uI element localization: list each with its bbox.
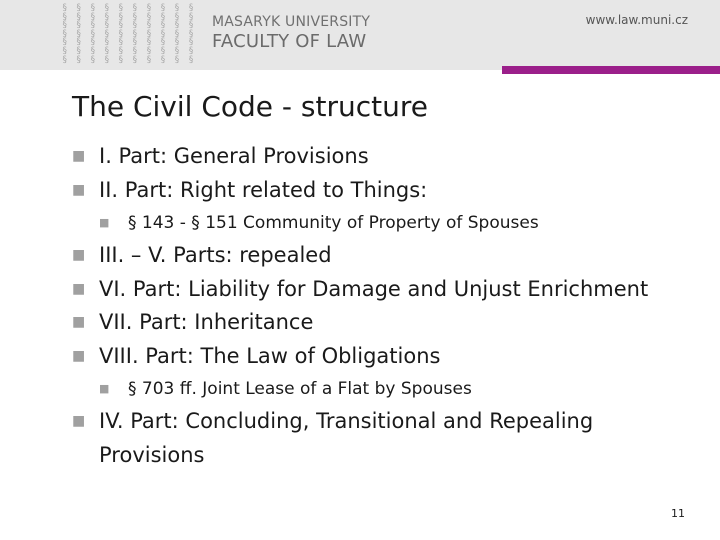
- logo-pattern-icon: § § § § § § § § § § § § § § § § § § § § § § § § § § § § § § § § § § § § § § § § § § § § § § § § § § § § § § § § § § § § § § § § § § § § § §: [62, 3, 196, 65]
- slide-title: The Civil Code - structure: [72, 90, 428, 123]
- square-bullet-icon: ■: [72, 247, 86, 263]
- square-bullet-icon: ■: [72, 314, 86, 330]
- list-subitem: [72, 207, 692, 239]
- list-item-text: VII. Part: Inheritance: [99, 310, 314, 334]
- university-name: MASARYK UNIVERSITY: [212, 14, 371, 30]
- square-bullet-icon: ■: [72, 347, 86, 364]
- list-item: [72, 140, 692, 174]
- list-item: [72, 306, 692, 340]
- list-item-text: I. Part: General Provisions: [99, 144, 369, 168]
- accent-bar: [502, 66, 720, 74]
- list-subitem-text: § 143 - § 151 Community of Property of Spouses: [128, 213, 539, 233]
- list-item-text: III. – V. Parts: repealed: [99, 243, 332, 267]
- website-url[interactable]: www.law.muni.cz: [585, 13, 688, 27]
- list-subitem: [72, 373, 692, 405]
- square-bullet-icon: ■: [72, 181, 86, 198]
- square-bullet-icon: ■: [72, 148, 86, 164]
- faculty-name: FACULTY OF LAW: [212, 31, 367, 52]
- list-item: [72, 273, 692, 307]
- list-subitem-text: § 703 ff. Joint Lease of a Flat by Spouses: [128, 379, 472, 399]
- square-bullet-icon: ■: [72, 280, 86, 297]
- list-item-text: VIII. Part: The Law of Obligations: [99, 343, 441, 368]
- list-item: [72, 174, 692, 208]
- square-bullet-icon: ■: [99, 216, 110, 229]
- list-item-text: IV. Part: Concluding, Transitional and Repealing Provisions: [99, 409, 594, 467]
- header-band: [0, 0, 720, 70]
- list-item-text: II. Part: Right related to Things:: [99, 177, 428, 202]
- list-item-text: VI. Part: Liability for Damage and Unjust Enrichment: [99, 276, 649, 301]
- page-number: 11: [671, 507, 685, 520]
- list-item: [72, 340, 692, 374]
- square-bullet-icon: ■: [99, 382, 110, 395]
- bullet-list: [72, 140, 692, 472]
- square-bullet-icon: ■: [72, 413, 86, 429]
- list-item: [72, 405, 692, 472]
- list-item: [72, 239, 692, 273]
